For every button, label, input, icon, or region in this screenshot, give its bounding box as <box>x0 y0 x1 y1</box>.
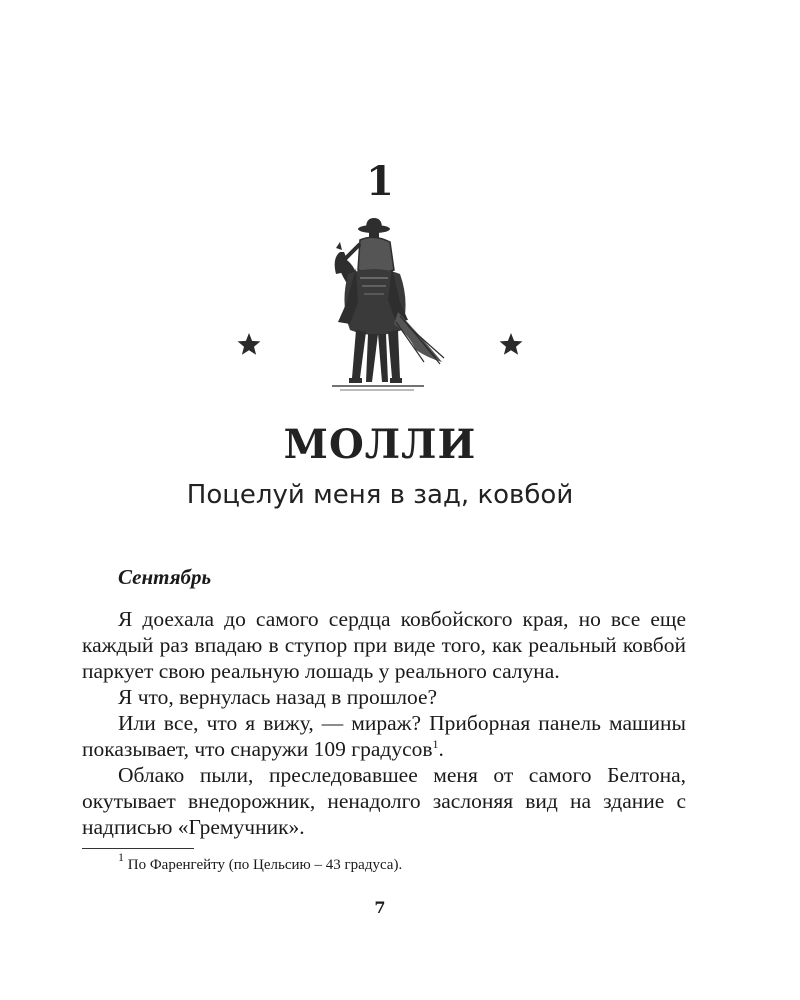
paragraph-text: Или все, что я вижу, — мираж? Приборная панель машины показывает, что снаружи 109 градусов <box>82 711 686 761</box>
footnote-text: По Фаренгейту (по Цельсию – 43 градуса). <box>124 857 403 873</box>
footnote-divider <box>82 848 194 849</box>
paragraph: Облако пыли, преследовавшее меня от самого Белтона, окутывает внедорожник, ненадолго заслоняя вид на здание с надписью «Гремучник». <box>82 763 686 839</box>
chapter-title: МОЛЛИ <box>283 421 477 468</box>
cowboy-on-horse-icon <box>332 218 444 390</box>
footnote-marker: 1 <box>118 850 124 864</box>
paragraph <box>82 710 686 762</box>
chapter-subtitle: Поцелуй меня в зад, ковбой <box>186 480 574 510</box>
footnote-reference: 1 <box>432 737 439 751</box>
paragraph: Я доехала до самого сердца ковбойского края, но все еще каждый раз впадаю в ступор при виде того, как реальный ковбой паркует свою реальную лошадь у реального салуна. <box>82 607 686 683</box>
star-icon <box>238 333 261 355</box>
body-text <box>82 606 686 840</box>
page-number: 7 <box>374 898 386 917</box>
footnote <box>118 850 403 876</box>
paragraph-tail: . <box>438 737 444 761</box>
star-icon <box>500 333 523 355</box>
paragraph: Я что, вернулась назад в прошлое? <box>118 685 438 709</box>
chapter-emblem <box>228 212 528 402</box>
section-heading: Сентябрь <box>118 565 212 589</box>
chapter-number: 1 <box>366 158 394 205</box>
